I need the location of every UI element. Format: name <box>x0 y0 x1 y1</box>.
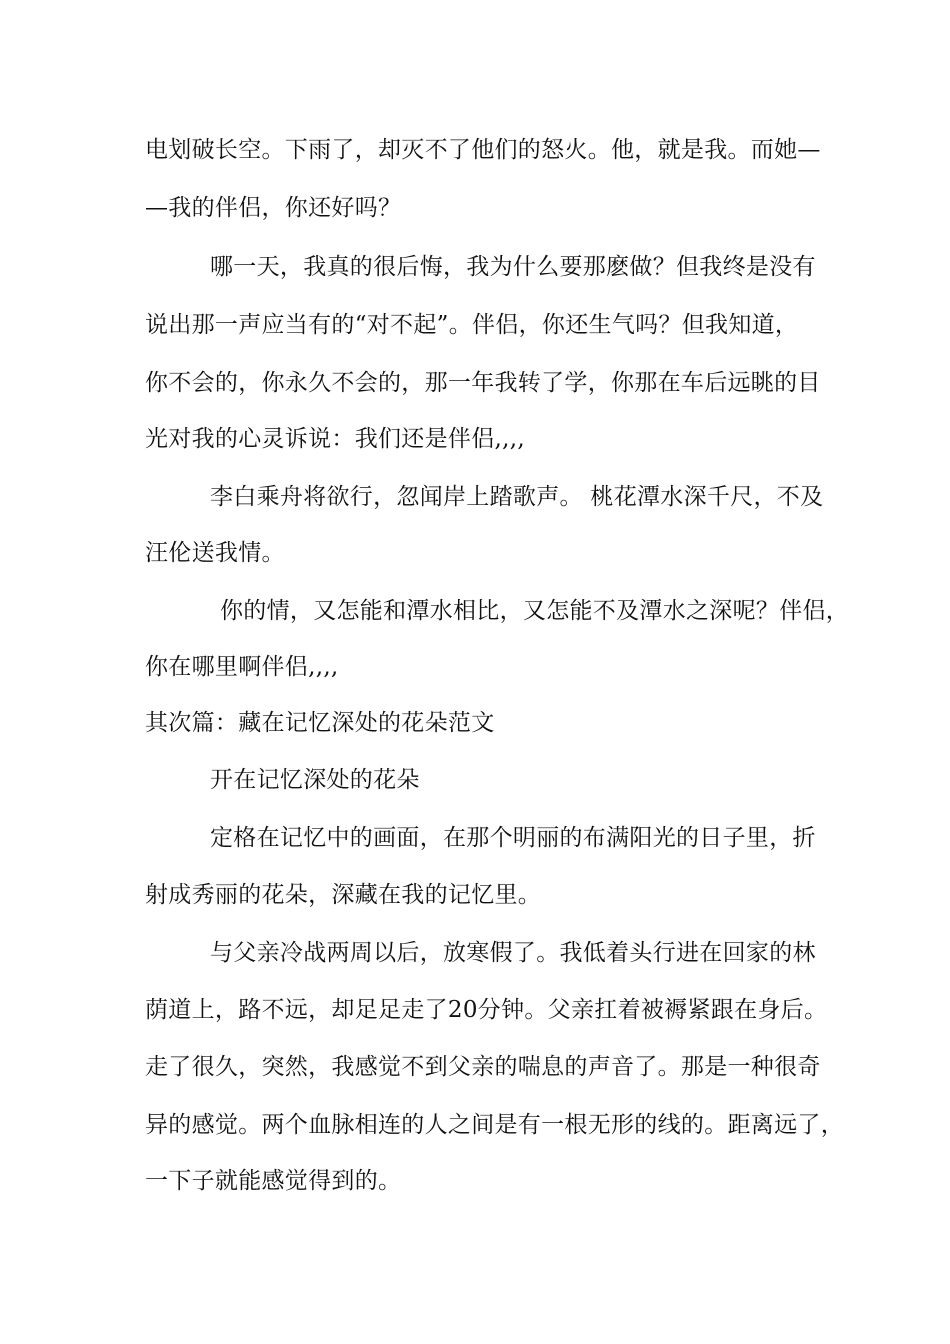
paragraph-line: 定格在记忆中的画面，在那个明丽的布满阳光的日子里，折 <box>210 825 816 851</box>
text-line: —我的伴侣，你还好吗？ <box>145 195 402 221</box>
text-line: 你不会的，你永久不会的，那一年我转了学，你那在车后远眺的目 <box>145 370 821 396</box>
essay-title: 开在记忆深处的花朵 <box>210 767 420 793</box>
poem-line: 汪伦送我情。 <box>145 540 285 566</box>
text-line: 你在哪里啊伴侣,,,, <box>145 654 339 680</box>
paragraph-line: 你的情，又怎能和潭水相比，又怎能不及潭水之深呢？伴侣， <box>220 598 850 624</box>
text-line: 电划破长空。下雨了，却灭不了他们的怒火。他，就是我。而她— <box>145 137 821 163</box>
section-heading: 其次篇：藏在记忆深处的花朵范文 <box>145 710 495 736</box>
paragraph-line: 哪一天，我真的很后悔，我为什么要那麽做？但我终是没有 <box>210 254 816 280</box>
poem-line: 李白乘舟将欲行，忽闻岸上踏歌声。 桃花潭水深千尺，不及 <box>210 484 824 510</box>
text-line: 走了很久，突然，我感觉不到父亲的喘息的声音了。那是一种很奇 <box>145 1054 821 1080</box>
text-line: 光对我的心灵诉说：我们还是伴侣,,,, <box>145 426 525 452</box>
text-line: 射成秀丽的花朵，深藏在我的记忆里。 <box>145 882 542 908</box>
text-line: 一下子就能感觉得到的。 <box>145 1168 402 1194</box>
paragraph-line: 与父亲冷战两周以后，放寒假了。我低着头行进在回家的林 <box>210 940 816 966</box>
text-line: 说出那一声应当有的“对不起”。伴侣，你还生气吗？但我知道， <box>145 312 799 338</box>
text-line: 异的感觉。两个血脉相连的人之间是有一根无形的线的。距离远了， <box>145 1112 844 1138</box>
text-line: 荫道上，路不远，却足足走了20分钟。父亲扛着被褥紧跟在身后。 <box>145 997 828 1023</box>
